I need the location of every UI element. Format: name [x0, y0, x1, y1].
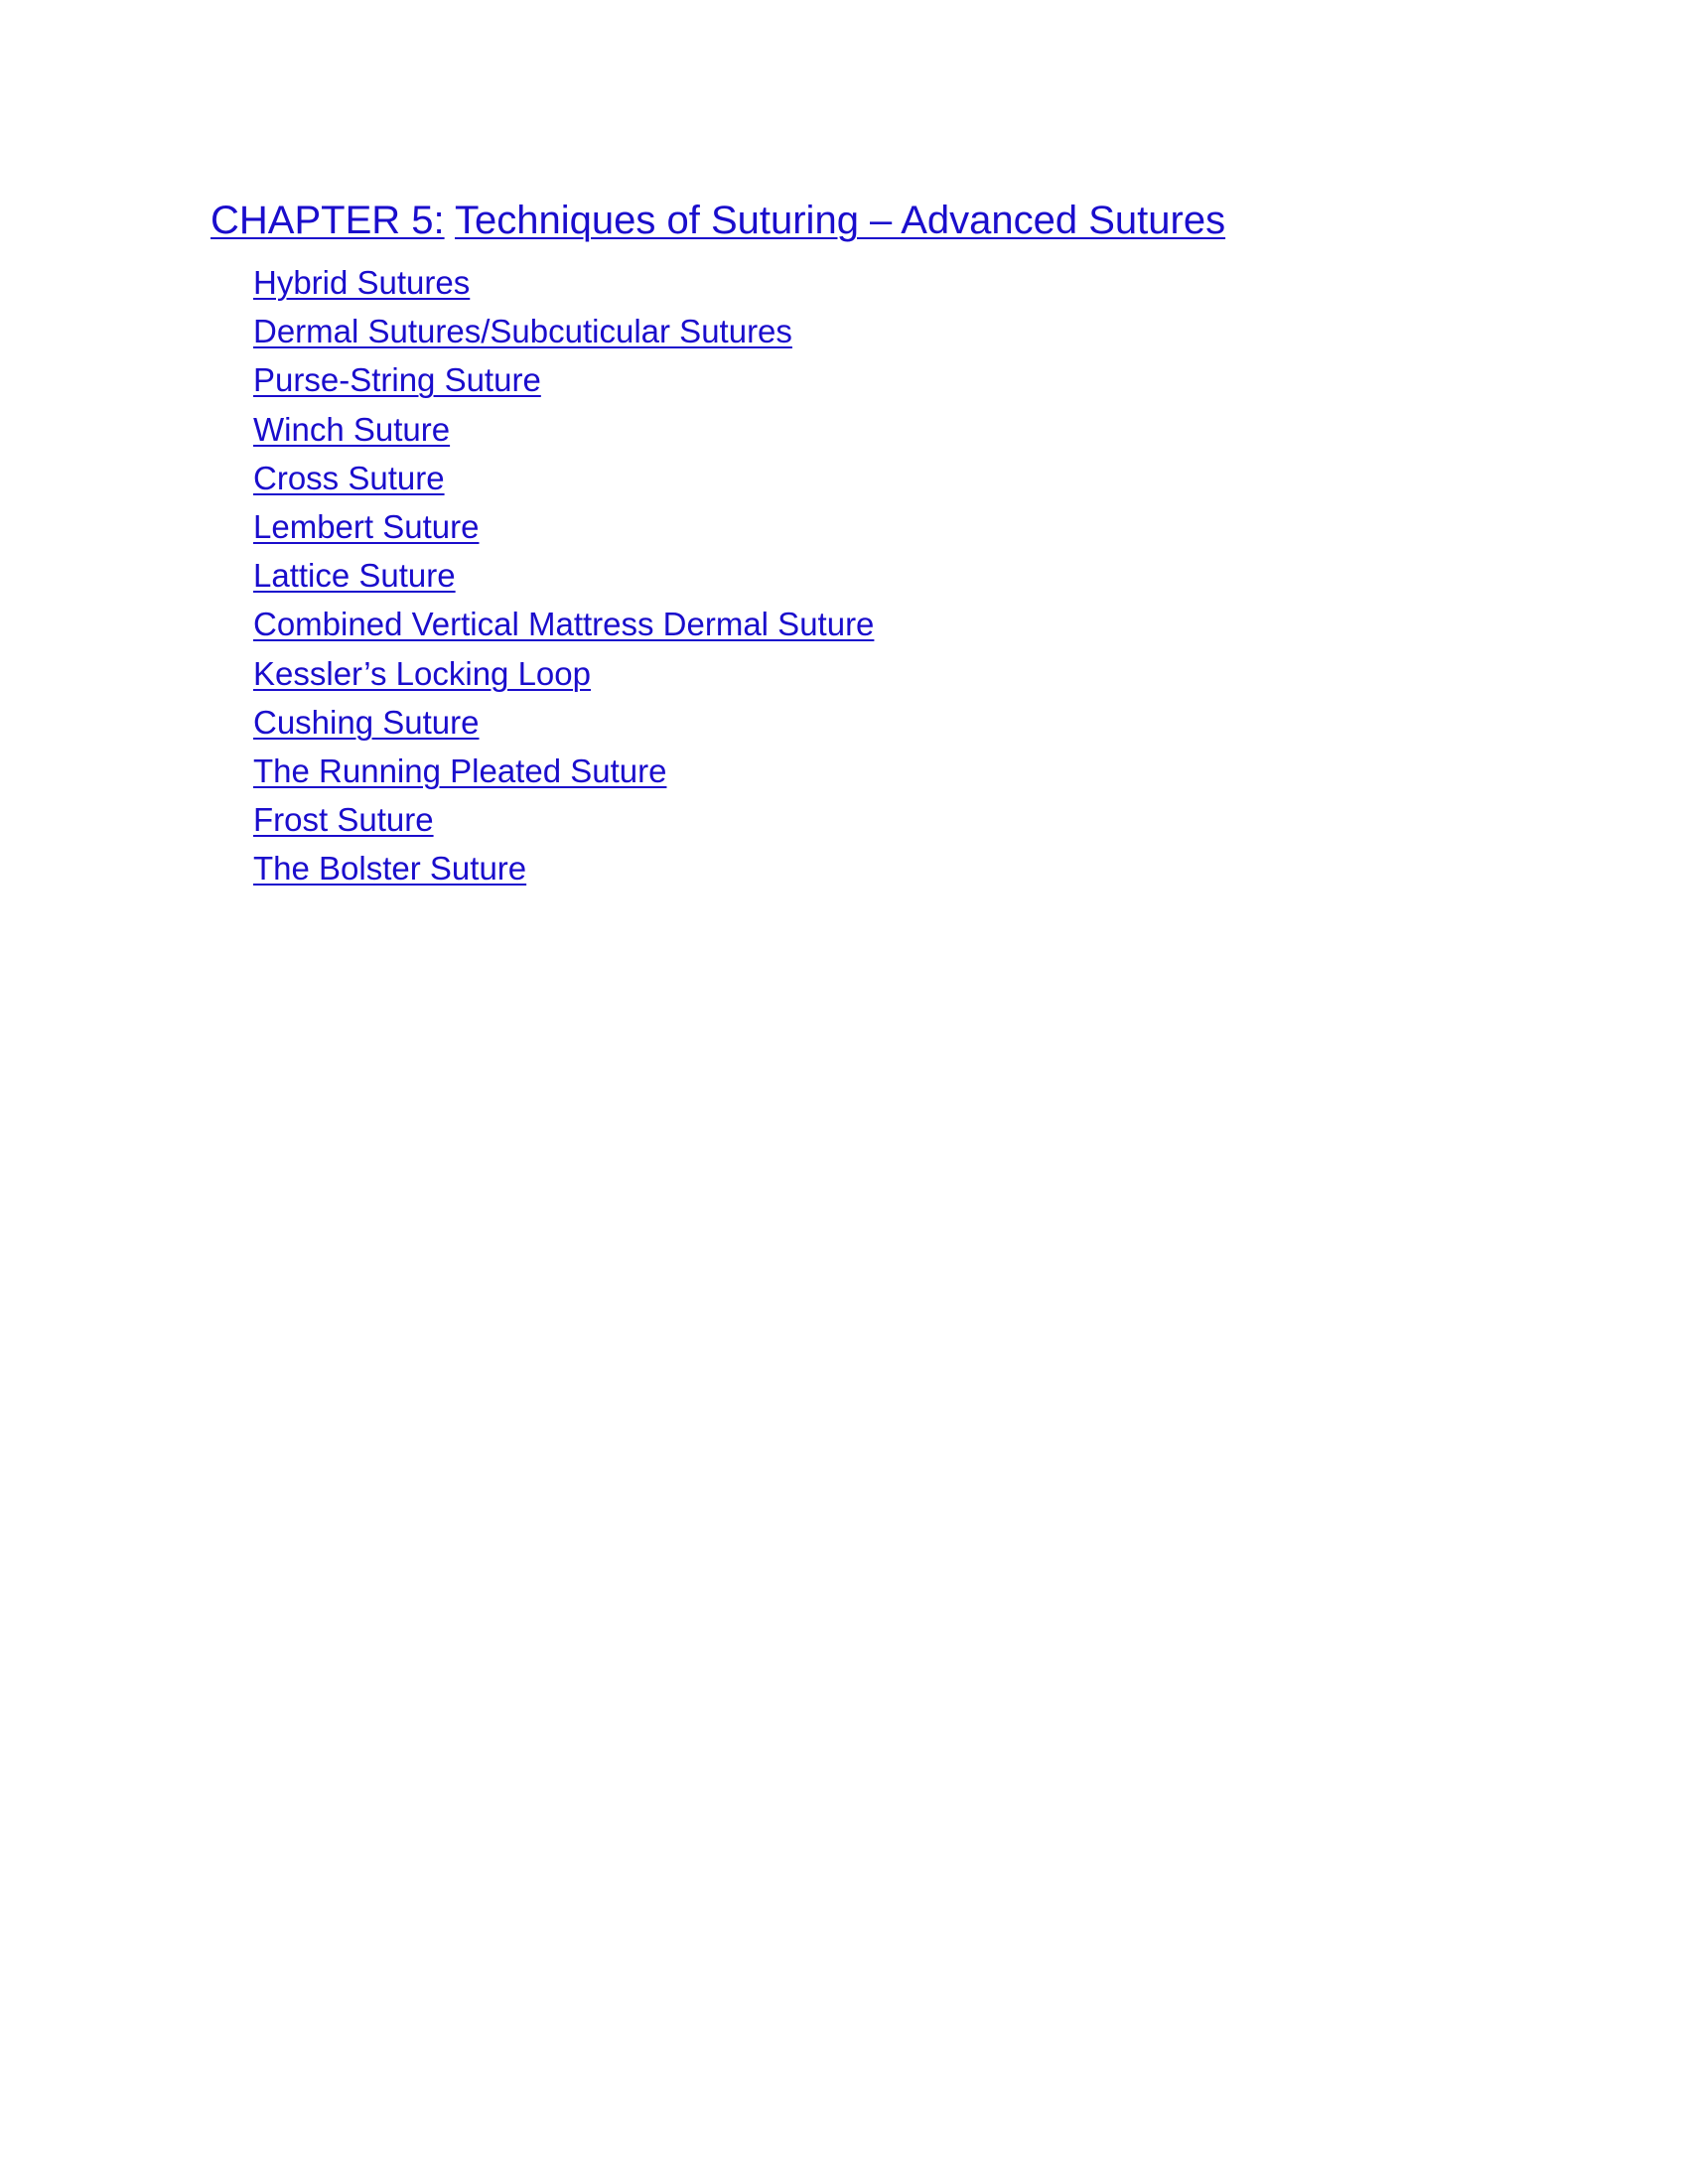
toc-link-hybrid-sutures[interactable]: Hybrid Sutures — [253, 264, 471, 301]
toc-link-frost-suture[interactable]: Frost Suture — [253, 801, 434, 839]
toc-item — [253, 454, 874, 502]
toc-link-cross-suture[interactable]: Cross Suture — [253, 459, 445, 496]
chapter-title-link[interactable]: Techniques of Suturing – Advanced Sutures — [455, 199, 1226, 242]
toc-link-winch-suture[interactable]: Winch Suture — [253, 410, 451, 448]
toc-item — [253, 355, 874, 404]
toc-item — [253, 649, 874, 698]
toc-item — [253, 844, 874, 892]
toc-link-running-pleated-suture[interactable]: The Running Pleated Suture — [253, 751, 667, 789]
chapter-heading — [211, 195, 1225, 246]
toc-item — [253, 405, 874, 454]
toc-item — [253, 307, 874, 355]
toc-link-purse-string-suture[interactable]: Purse-String Suture — [253, 361, 541, 399]
toc-item — [253, 698, 874, 747]
toc-list — [253, 258, 874, 892]
toc-item — [253, 258, 874, 307]
toc-item — [253, 747, 874, 795]
toc-link-lembert-suture[interactable]: Lembert Suture — [253, 507, 480, 545]
toc-link-kesslers-locking-loop[interactable]: Kessler’s Locking Loop — [253, 654, 591, 692]
toc-link-dermal-sutures[interactable]: Dermal Sutures/Subcuticular Sutures — [253, 313, 792, 350]
toc-link-cushing-suture[interactable]: Cushing Suture — [253, 703, 480, 741]
toc-link-lattice-suture[interactable]: Lattice Suture — [253, 557, 456, 595]
toc-item — [253, 795, 874, 844]
toc-item — [253, 551, 874, 600]
toc-item — [253, 502, 874, 551]
toc-link-bolster-suture[interactable]: The Bolster Suture — [253, 850, 527, 887]
toc-item — [253, 600, 874, 648]
toc-link-combined-vertical-mattress-dermal-suture[interactable]: Combined Vertical Mattress Dermal Suture — [253, 606, 875, 643]
chapter-label-link[interactable]: CHAPTER 5: — [211, 199, 445, 242]
